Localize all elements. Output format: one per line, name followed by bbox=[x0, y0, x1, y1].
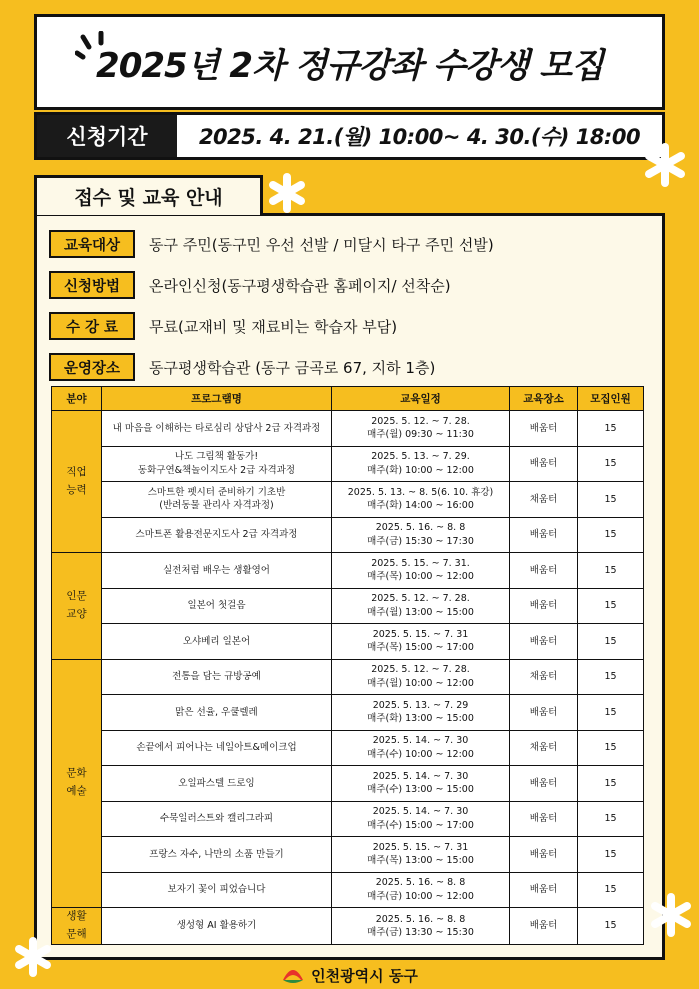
schedule-cell bbox=[332, 659, 510, 695]
schedule-dates: 2025. 5. 13. ~ 8. 5(6. 10. 휴강) bbox=[347, 486, 494, 498]
program-cell bbox=[102, 624, 332, 660]
incheon-donggu-logo-icon bbox=[281, 966, 305, 984]
info-value: 동구 주민(동구민 우선 선발 / 미달시 타구 주민 선발) bbox=[149, 235, 494, 254]
section-title: 접수 및 교육 안내 bbox=[34, 175, 263, 215]
program-name-line: 보자기 꽃이 피었습니다 bbox=[167, 884, 266, 896]
info-row-location bbox=[49, 353, 435, 381]
info-panel bbox=[34, 213, 665, 960]
info-label: 신청방법 bbox=[49, 271, 135, 299]
program-cell bbox=[102, 872, 332, 908]
schedule-dates: 2025. 5. 12. ~ 7. 28. bbox=[371, 593, 470, 605]
info-value: 동구평생학습관 (동구 금곡로 67, 지하 1층) bbox=[149, 358, 436, 377]
program-name-line: 나도 그림책 활동가! bbox=[174, 451, 259, 463]
schedule-cell bbox=[332, 553, 510, 589]
schedule-dates: 2025. 5. 16. ~ 8. 8 bbox=[375, 877, 466, 889]
capacity-cell: 15 bbox=[578, 482, 644, 518]
place-cell: 배움터 bbox=[510, 908, 578, 945]
info-label: 교육대상 bbox=[49, 230, 135, 258]
program-name-line: 동화구연&책놀이지도사 2급 자격과정 bbox=[137, 464, 296, 476]
schedule-dates: 2025. 5. 13. ~ 7. 29. bbox=[371, 451, 470, 463]
program-cell bbox=[102, 446, 332, 482]
place-cell: 채움터 bbox=[510, 730, 578, 766]
schedule-time: 매주(월) 13:00 ~ 15:00 bbox=[367, 606, 474, 618]
period-label: 신청기간 bbox=[37, 115, 177, 157]
schedule-dates: 2025. 5. 14. ~ 7. 30 bbox=[372, 735, 469, 747]
schedule-time: 매주(화) 13:00 ~ 15:00 bbox=[367, 713, 474, 725]
program-name-line: 수묵일러스트와 캘리그라피 bbox=[159, 813, 274, 825]
table-row bbox=[52, 588, 644, 624]
place-cell: 배움터 bbox=[510, 588, 578, 624]
program-name-line: 프랑스 자수, 나만의 소품 만들기 bbox=[149, 848, 284, 860]
application-period bbox=[34, 112, 665, 160]
capacity-cell: 15 bbox=[578, 411, 644, 447]
schedule-cell bbox=[332, 482, 510, 518]
schedule-cell bbox=[332, 908, 510, 945]
place-cell: 배움터 bbox=[510, 517, 578, 553]
info-value: 온라인신청(동구평생학습관 홈페이지/ 선착순) bbox=[149, 276, 451, 295]
program-cell bbox=[102, 553, 332, 589]
program-cell bbox=[102, 730, 332, 766]
asterisk-decoration-icon bbox=[266, 172, 308, 214]
program-cell bbox=[102, 766, 332, 802]
program-name-line: 전통을 담는 규방공예 bbox=[172, 671, 261, 683]
program-name-line: 일본어 첫걸음 bbox=[187, 600, 246, 612]
schedule-cell bbox=[332, 730, 510, 766]
schedule-cell bbox=[332, 411, 510, 447]
schedule-cell bbox=[332, 837, 510, 873]
place-cell: 배움터 bbox=[510, 801, 578, 837]
table-row bbox=[52, 695, 644, 731]
table-row bbox=[52, 837, 644, 873]
capacity-cell: 15 bbox=[578, 659, 644, 695]
schedule-dates: 2025. 5. 14. ~ 7. 30 bbox=[372, 806, 469, 818]
table-row bbox=[52, 517, 644, 553]
schedule-time: 매주(목) 15:00 ~ 17:00 bbox=[367, 642, 474, 654]
program-name-line: 내 마음을 이해하는 타로심리 상담사 2급 자격과정 bbox=[112, 422, 321, 434]
schedule-time: 매주(화) 10:00 ~ 12:00 bbox=[367, 464, 474, 476]
place-cell: 배움터 bbox=[510, 837, 578, 873]
table-row bbox=[52, 659, 644, 695]
table-row bbox=[52, 446, 644, 482]
program-name-line: 실전처럼 배우는 생활영어 bbox=[163, 564, 270, 576]
burst-decoration-icon bbox=[75, 31, 125, 69]
table-header-row bbox=[52, 387, 644, 411]
place-cell: 배움터 bbox=[510, 695, 578, 731]
capacity-cell: 15 bbox=[578, 872, 644, 908]
info-label: 운영장소 bbox=[49, 353, 135, 381]
program-name-line: 맑은 선율, 우쿨렐레 bbox=[175, 706, 258, 718]
info-row-fee bbox=[49, 312, 397, 340]
schedule-cell bbox=[332, 588, 510, 624]
place-cell: 배움터 bbox=[510, 446, 578, 482]
place-cell: 채움터 bbox=[510, 659, 578, 695]
asterisk-decoration-icon bbox=[648, 892, 694, 938]
info-row-method bbox=[49, 271, 451, 299]
schedule-cell bbox=[332, 766, 510, 802]
schedule-time: 매주(월) 10:00 ~ 12:00 bbox=[367, 677, 474, 689]
header-capacity: 모집인원 bbox=[578, 387, 644, 411]
category-cell: 인문 교양 bbox=[52, 553, 102, 660]
capacity-cell: 15 bbox=[578, 766, 644, 802]
info-value: 무료(교재비 및 재료비는 학습자 부담) bbox=[149, 317, 398, 336]
schedule-time: 매주(월) 09:30 ~ 11:30 bbox=[367, 429, 474, 441]
capacity-cell: 15 bbox=[578, 517, 644, 553]
schedule-time: 매주(금) 15:30 ~ 17:30 bbox=[367, 535, 474, 547]
program-table bbox=[51, 386, 644, 945]
schedule-time: 매주(수) 15:00 ~ 17:00 bbox=[367, 819, 474, 831]
schedule-dates: 2025. 5. 12. ~ 7. 28. bbox=[371, 664, 470, 676]
place-cell: 배움터 bbox=[510, 872, 578, 908]
table-row bbox=[52, 624, 644, 660]
schedule-cell bbox=[332, 801, 510, 837]
program-name-line: 오샤베리 일본어 bbox=[182, 635, 251, 647]
place-cell: 배움터 bbox=[510, 766, 578, 802]
info-row-target bbox=[49, 230, 494, 258]
place-cell: 배움터 bbox=[510, 624, 578, 660]
program-cell bbox=[102, 908, 332, 945]
schedule-time: 매주(금) 10:00 ~ 12:00 bbox=[367, 890, 474, 902]
capacity-cell: 15 bbox=[578, 624, 644, 660]
table-row bbox=[52, 553, 644, 589]
schedule-cell bbox=[332, 517, 510, 553]
schedule-time: 매주(목) 13:00 ~ 15:00 bbox=[367, 855, 474, 867]
schedule-cell bbox=[332, 695, 510, 731]
program-cell bbox=[102, 801, 332, 837]
schedule-cell bbox=[332, 872, 510, 908]
schedule-time: 매주(수) 10:00 ~ 12:00 bbox=[367, 748, 474, 760]
program-cell bbox=[102, 837, 332, 873]
schedule-dates: 2025. 5. 16. ~ 8. 8 bbox=[375, 522, 466, 534]
capacity-cell: 15 bbox=[578, 446, 644, 482]
program-name-line: 손끝에서 피어나는 네일아트&메이크업 bbox=[136, 742, 297, 754]
info-label: 수 강 료 bbox=[49, 312, 135, 340]
table-row bbox=[52, 908, 644, 945]
header-program: 프로그램명 bbox=[102, 387, 332, 411]
schedule-dates: 2025. 5. 15. ~ 7. 31 bbox=[372, 628, 469, 640]
schedule-dates: 2025. 5. 13. ~ 7. 29 bbox=[372, 699, 469, 711]
capacity-cell: 15 bbox=[578, 553, 644, 589]
program-name-line: (반려동물 관리사 자격과정) bbox=[159, 500, 274, 512]
schedule-cell bbox=[332, 624, 510, 660]
table-row bbox=[52, 730, 644, 766]
program-cell bbox=[102, 659, 332, 695]
category-cell: 생활 문해 bbox=[52, 908, 102, 945]
schedule-dates: 2025. 5. 15. ~ 7. 31 bbox=[372, 841, 469, 853]
table-row bbox=[52, 411, 644, 447]
program-name-line: 오일파스텔 드로잉 bbox=[178, 777, 255, 789]
schedule-time: 매주(금) 13:30 ~ 15:30 bbox=[367, 926, 474, 938]
place-cell: 배움터 bbox=[510, 553, 578, 589]
table-row bbox=[52, 766, 644, 802]
header-place: 교육장소 bbox=[510, 387, 578, 411]
program-name-line: 스마트한 펫시터 준비하기 기초반 bbox=[147, 486, 286, 498]
program-cell bbox=[102, 517, 332, 553]
place-cell: 배움터 bbox=[510, 411, 578, 447]
schedule-dates: 2025. 5. 12. ~ 7. 28. bbox=[371, 415, 470, 427]
header-field: 분야 bbox=[52, 387, 102, 411]
org-name: 인천광역시 동구 bbox=[311, 966, 418, 985]
title-box bbox=[34, 14, 665, 110]
schedule-dates: 2025. 5. 16. ~ 8. 8 bbox=[375, 913, 466, 925]
program-name-line: 생성형 AI 활용하기 bbox=[176, 920, 257, 932]
period-value: 2025. 4. 21.(월) 10:00~ 4. 30.(수) 18:00 bbox=[198, 125, 641, 149]
capacity-cell: 15 bbox=[578, 908, 644, 945]
table-row bbox=[52, 872, 644, 908]
table-row bbox=[52, 482, 644, 518]
category-cell: 직업 능력 bbox=[52, 411, 102, 553]
program-cell bbox=[102, 411, 332, 447]
program-cell bbox=[102, 588, 332, 624]
capacity-cell: 15 bbox=[578, 695, 644, 731]
schedule-dates: 2025. 5. 14. ~ 7. 30 bbox=[372, 770, 469, 782]
footer bbox=[0, 961, 699, 989]
program-name-line: 스마트폰 활용전문지도사 2급 자격과정 bbox=[135, 529, 298, 541]
schedule-dates: 2025. 5. 15. ~ 7. 31. bbox=[371, 557, 470, 569]
program-cell bbox=[102, 695, 332, 731]
header-schedule: 교육일정 bbox=[332, 387, 510, 411]
category-cell: 문화 예술 bbox=[52, 659, 102, 908]
capacity-cell: 15 bbox=[578, 837, 644, 873]
program-cell bbox=[102, 482, 332, 518]
capacity-cell: 15 bbox=[578, 730, 644, 766]
schedule-time: 매주(목) 10:00 ~ 12:00 bbox=[367, 571, 474, 583]
page-title: 2025년 2차 정규강좌 수강생 모집 bbox=[96, 45, 603, 86]
place-cell: 채움터 bbox=[510, 482, 578, 518]
schedule-cell bbox=[332, 446, 510, 482]
capacity-cell: 15 bbox=[578, 588, 644, 624]
schedule-time: 매주(화) 14:00 ~ 16:00 bbox=[367, 500, 474, 512]
schedule-time: 매주(수) 13:00 ~ 15:00 bbox=[367, 784, 474, 796]
capacity-cell: 15 bbox=[578, 801, 644, 837]
asterisk-decoration-icon bbox=[642, 142, 688, 188]
table-row bbox=[52, 801, 644, 837]
